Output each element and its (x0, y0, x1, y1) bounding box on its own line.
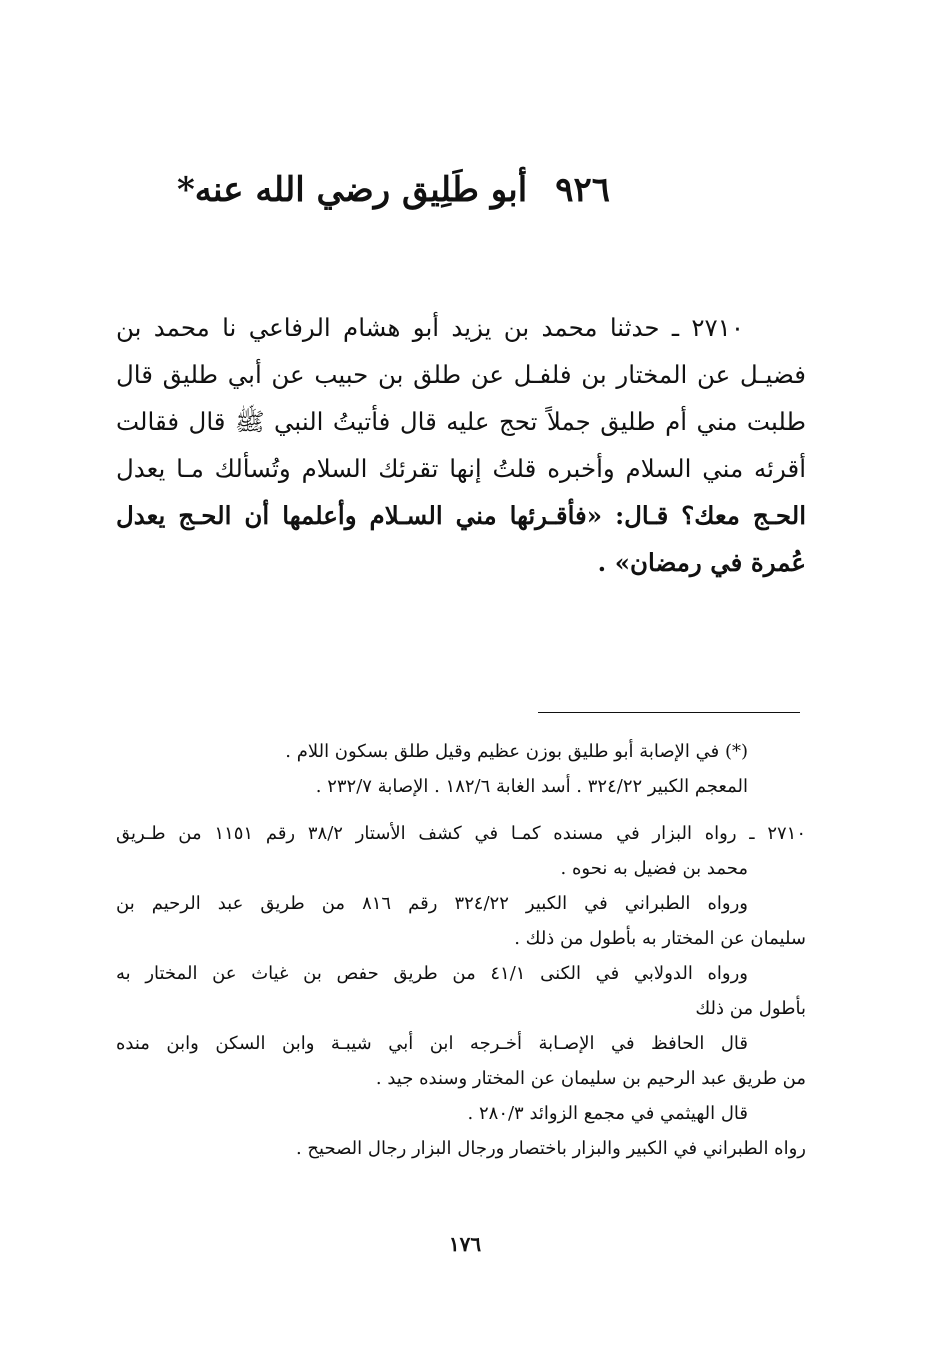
entry-number: ٩٢٦ (555, 170, 610, 210)
footnote-line: ورواه الطبراني في الكبير ٣٢٤/٢٢ رقم ٨١٦ من طريق عبد الرحيم بن (116, 893, 748, 914)
footnote-line: من طريق عبد الرحيم بن سليمان عن المختار وسنده جيد . (375, 1068, 806, 1089)
footnote-separator (538, 712, 800, 713)
footnote-line: ورواه الدولابي في الكنى ٤١/١ من طريق حفص بن غياث عن المختار به (116, 963, 748, 984)
footnote-line: رواه الطبراني في الكبير والبزار باختصار ورجال البزار رجال الصحيح . (295, 1138, 806, 1159)
footnote-line: قال الهيثمي في مجمع الزوائد ٢٨٠/٣ . (467, 1103, 748, 1124)
entry-title: أبو طَلِيق رضي الله عنه* (176, 170, 528, 210)
footnote-line: بأطول من ذلك (695, 998, 806, 1019)
hadith-line: فضيـل عن المختار بن فلفـل عن طلق بن حبيب عن أبي طليق قال (116, 360, 806, 389)
hadith-line: الحـج معك؟ قـال: «فأقـرئها مني السـلام وأعلمها أن الحـج يعدل (116, 501, 806, 530)
hadith-line: ٢٧١٠ ـ حدثنا محمد بن يزيد أبو هشام الرفاعي نا محمد بن (116, 313, 744, 342)
hadith-text (116, 304, 806, 586)
page-number: ١٧٦ (448, 1232, 482, 1256)
footnote-line: ٢٧١٠ ـ رواه البزار في مسنده كمـا في كشف الأستار ٣٨/٢ رقم ١١٥١ من طـريق (116, 823, 806, 844)
hadith-line: طلبت مني أم طليق جملاً تحج عليه قال فأتيتُ النبي ﷺ قال فقالت (116, 407, 806, 436)
entry-heading (176, 160, 610, 220)
footnote-line: (*) في الإصابة أبو طليق بوزن عظيم وقيل طلق بسكون اللام . (285, 741, 748, 762)
footnotes (116, 734, 806, 1166)
footnote-line: قال الحافظ في الإصـابة أخـرجه ابن أبي شيبـة وابن السكن وابن منده (116, 1033, 748, 1054)
footnote-references: المعجم الكبير ٣٢٤/٢٢ . أسد الغابة ١٨٢/٦ . الإصابة ٢٣٢/٧ . (315, 776, 748, 797)
footnote-line: محمد بن فضيل به نحوه . (560, 858, 748, 879)
hadith-line: أقرئه مني السلام وأخبره قلتُ إنها تقرئك السلام وتُسألك مـا يعدل (116, 454, 806, 483)
footnote-line: سليمان عن المختار به بأطول من ذلك . (514, 928, 806, 949)
hadith-line: عُمرة في رمضان» . (597, 548, 806, 577)
